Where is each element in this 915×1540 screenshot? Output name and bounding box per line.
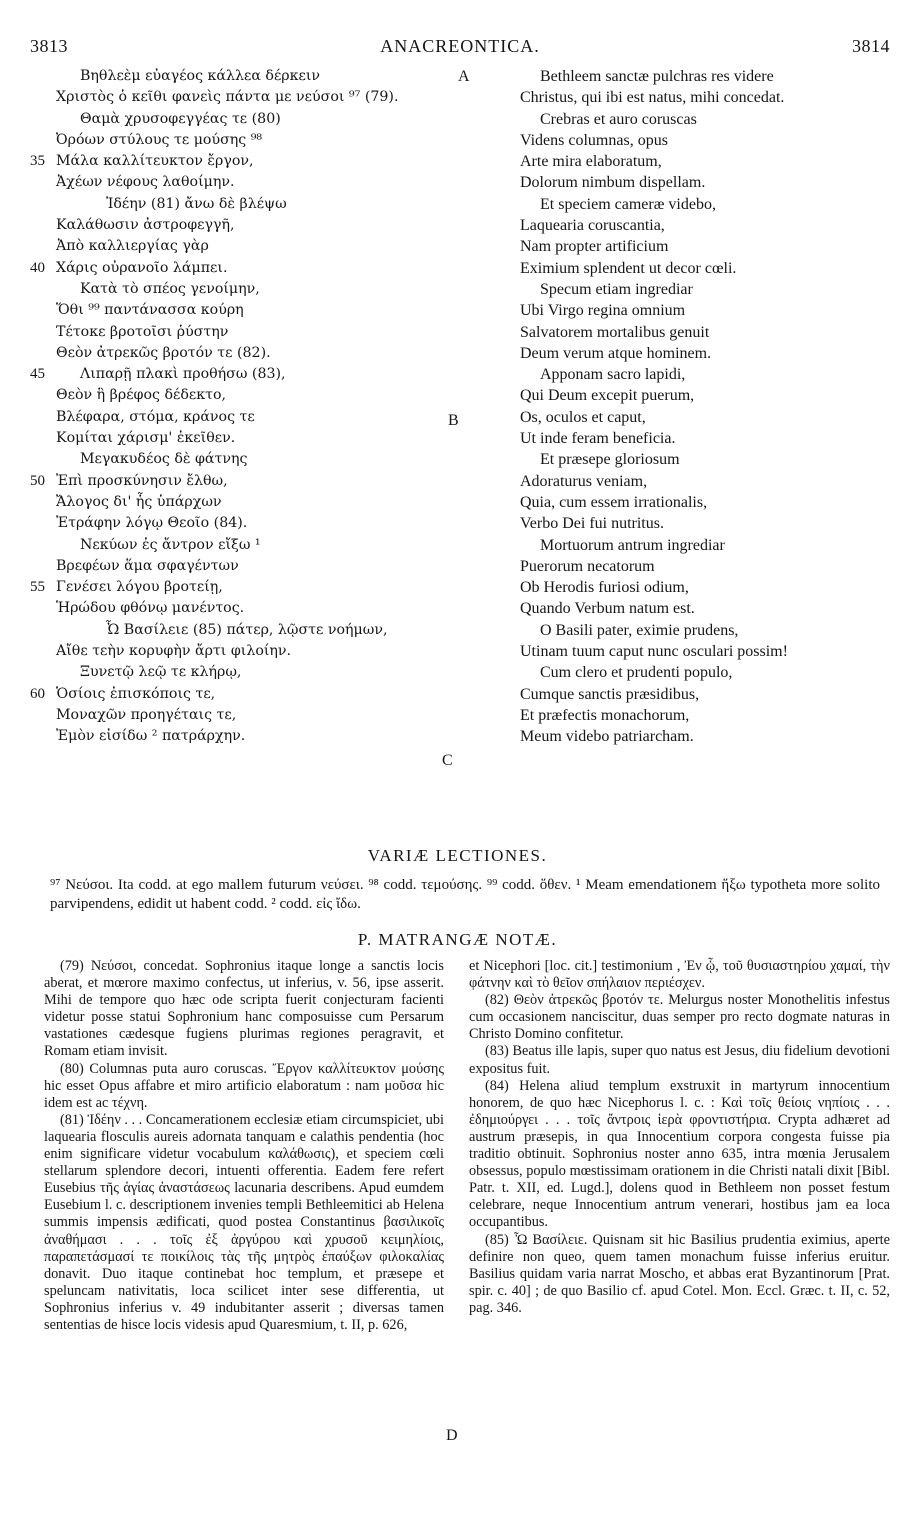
latin-verse-line	[520, 215, 900, 236]
latin-verse-line	[520, 684, 900, 705]
greek-verse-line	[30, 641, 460, 662]
latin-verse-line	[520, 535, 900, 556]
greek-verse-line	[30, 662, 460, 683]
greek-verse-text: Θεὸν ἣ βρέφος δέδεκτο,	[56, 387, 227, 404]
latin-verse-line	[520, 705, 900, 726]
greek-verse-line	[30, 492, 460, 513]
notes-right-column	[469, 958, 890, 1317]
greek-verse-text: Γενέσει λόγου βροτείῃ,	[56, 579, 223, 596]
greek-verse-line	[30, 705, 460, 726]
greek-verse-line	[30, 343, 460, 364]
notes-left-column	[44, 958, 444, 1334]
greek-verse-line	[30, 66, 460, 87]
verse-number: 60	[30, 685, 45, 702]
greek-verse-line	[30, 598, 460, 619]
greek-verse-text: Αἴθε τεὴν κορυφὴν ἄρτι φιλοίην.	[56, 643, 292, 660]
variae-heading: VARIÆ LECTIONES.	[367, 846, 548, 865]
greek-verse-text: Ἄλογος δι' ἧς ὑπάρχων	[56, 493, 222, 510]
greek-verse-line	[30, 577, 460, 598]
note-paragraph: (81) Ἰδέην . . . Concamerationem ecclesiæ etiam circumspiciet, ubi laquearia flosculis aureis adornata tanquam e calathis pendentia (hoc enim significare videtur vocabulum καλάθωσις), et speciem cœli stellarum splendore decori, intuenti offerentia. Eadem fere refert Eusebius τῆς ἁγίας ἀναστάσεως lacunaria describens. Apud eumdem Eusebium l. c. descriptionem invenies templi Bethleemitici ab Helena summis impensis ædificati, quod postea Constantinus βασιλικοῖς ἀναθήμασι . . . τοῖς ἐξ ἀργύρου καὶ χρυσοῦ κειμηλίοις, παραπετάσμασί τε ποικίλοις τὰς τῆς μητρὸς ἐπαύξων φιλοκαλίας donavit. Duo itaque continebat hoc templum, et præsepe et speluncam nativitatis, loca scilicet inter sese differentia, ut Sophronius inferius v. 49 indubitanter asserit ; diversas tamen sententias de hisce locis videsis apud Quaresmium, t. II, p. 626,	[44, 1111, 444, 1333]
latin-verse-text: Arte mira elaboratum,	[520, 153, 662, 171]
greek-verse-text: Μάλα καλλίτευκτον ἔργον,	[56, 153, 254, 170]
latin-verse-text: Qui Deum excepit puerum,	[520, 387, 695, 405]
latin-verse-text: Meum videbo patriarcham.	[520, 728, 694, 746]
greek-verse-text: Τέτοκε βροτοῖσι ῥύστην	[56, 323, 229, 340]
latin-verse-line	[520, 407, 900, 428]
note-paragraph: (83) Beatus ille lapis, super quo natus est Jesus, diu fidelium devotioni expositus fuit.	[469, 1043, 890, 1077]
greek-verse-text: Καλάθωσιν ἀστροφεγγῆ,	[56, 217, 235, 234]
latin-verse-line	[520, 726, 900, 747]
greek-verse-line	[30, 322, 460, 343]
greek-verse-line	[30, 87, 460, 108]
greek-verse-text: Ἡρώδου φθόνῳ μανέντος.	[56, 600, 245, 617]
greek-verse-line	[30, 407, 460, 428]
verse-number: 55	[30, 579, 45, 596]
greek-verse-text: Μοναχῶν προηγέταις τε,	[56, 706, 237, 723]
latin-verse-line	[520, 130, 900, 151]
poem-block	[30, 66, 890, 826]
latin-verse-text: Dolorum nimbum dispellam.	[520, 174, 706, 192]
latin-verse-text: Apponam sacro lapidi,	[540, 366, 686, 384]
latin-verse-text: Specum etiam ingrediar	[540, 280, 693, 298]
greek-verse-text: Μεγακυδέος δὲ φάτνης	[80, 451, 248, 468]
latin-verse-text: Crebras et auro coruscas	[540, 110, 697, 128]
greek-verse-text: Βηθλεὲμ εὐαγέος κάλλεα δέρκειν	[80, 68, 321, 84]
column-number-right: 3814	[852, 36, 890, 56]
greek-verse-text: Θαμὰ χρυσοφεγγέας τε (80)	[80, 110, 281, 127]
greek-verse-line	[30, 236, 460, 257]
greek-verse-text: Ἐμὸν εἰσίδω ² πατράρχην.	[56, 728, 246, 745]
greek-verse-line	[30, 449, 460, 470]
latin-verse-text: Quia, cum essem irrationalis,	[520, 493, 708, 511]
margin-letter-b: B	[448, 412, 459, 429]
latin-verse-line	[520, 364, 900, 385]
latin-verse-text: Deum verum atque hominem.	[520, 344, 712, 362]
greek-verse-text: Λιπαρῇ πλακὶ προθήσω (83),	[80, 366, 286, 383]
margin-letter-c: C	[442, 752, 453, 769]
greek-verse-text: Ὀρόων στύλους τε μούσης ⁹⁸	[56, 131, 263, 148]
greek-verse-line	[30, 364, 460, 385]
latin-verse-text: Christus, qui ibi est natus, mihi concedat.	[520, 89, 785, 107]
latin-verse-line	[520, 322, 900, 343]
latin-verse-text: Bethleem sanctæ pulchras res videre	[540, 68, 774, 85]
latin-verse-line	[520, 66, 900, 87]
latin-verse-text: O Basili pater, eximie prudens,	[540, 621, 739, 639]
latin-verse-text: Nam propter artificium	[520, 238, 669, 256]
margin-letter-d: D	[446, 1427, 458, 1444]
notes-heading: P. MATRANGÆ NOTÆ.	[357, 930, 558, 949]
latin-verse-line	[520, 577, 900, 598]
greek-verse-text: Θεὸν ἀτρεκῶς βροτόν τε (82).	[56, 344, 271, 361]
greek-verse-text: Ἀχέων νέφους λαθοίμην.	[56, 174, 235, 191]
greek-verse-line	[30, 130, 460, 151]
note-paragraph: (80) Columnas puta auro coruscas. Ἔργον καλλίτευκτον μούσης hic esset Opus affabre et miro artificio elaboratum : nam μοῦσα hic idem est ac τέχνη.	[44, 1060, 444, 1111]
latin-verse-line	[520, 556, 900, 577]
latin-verse-line	[520, 151, 900, 172]
greek-verse-text: Βρεφέων ἅμα σφαγέντων	[56, 557, 239, 574]
greek-verse-line	[30, 279, 460, 300]
note-paragraph: et Nicephori [loc. cit.] testimonium , Ἐν ᾧ, τοῦ θυσιαστηρίου χαμαί, τὴν φάτνην καὶ τὸ θεῖον σπήλαιον περιέσχεν.	[469, 958, 890, 992]
latin-verse-text: Ob Herodis furiosi odium,	[520, 579, 689, 597]
greek-verse-line	[30, 215, 460, 236]
variae-text: ⁹⁷ Νεύσοι. Ita codd. at ego mallem futurum νεύσει. ⁹⁸ codd. τεμούσης. ⁹⁹ codd. ὅθεν. ¹ Meam emendationem ἥξω typotheta more solito parvipendens, edidit ut habent codd. ² codd. εἰς ἴδω.	[50, 877, 880, 912]
greek-verse-line	[30, 556, 460, 577]
page-header	[30, 36, 890, 62]
latin-verse-line	[520, 87, 900, 108]
greek-verse-text: Ἐτράφην λόγῳ Θεοῖο (84).	[56, 515, 248, 532]
greek-verse-line	[30, 258, 460, 279]
greek-verse-text: Χάρις οὐρανοῖο λάμπει.	[56, 259, 228, 276]
verse-number: 35	[30, 153, 45, 170]
latin-verse-line	[520, 492, 900, 513]
latin-verse-line	[520, 172, 900, 193]
latin-verse-line	[520, 428, 900, 449]
latin-verse-text: Verbo Dei fui nutritus.	[520, 515, 664, 533]
latin-verse-text: Videns columnas, opus	[520, 131, 668, 149]
latin-verse-text: Et præsepe gloriosum	[540, 451, 680, 469]
latin-verse-line	[520, 471, 900, 492]
latin-verse-text: Ubi Virgo regina omnium	[520, 302, 686, 320]
greek-verse-line	[30, 726, 460, 747]
greek-verse-line	[30, 535, 460, 556]
latin-verse-text: Cumque sanctis præsidibus,	[520, 685, 700, 703]
latin-verse-line	[520, 620, 900, 641]
latin-verse-text: Os, oculos et caput,	[520, 408, 646, 426]
greek-verse-text: Ἐπὶ προσκύνησιν ἔλθω,	[56, 472, 228, 489]
latin-verse-line	[520, 300, 900, 321]
latin-verse-text: Utinam tuum caput nunc osculari possim!	[520, 643, 788, 661]
latin-verse-text: Eximium splendent ut decor cœli.	[520, 259, 737, 277]
latin-verse-text: Et speciem cameræ videbo,	[540, 195, 716, 213]
latin-verse-line	[520, 258, 900, 279]
latin-verse-text: Et præfectis monachorum,	[520, 706, 690, 724]
latin-verse-text: Salvatorem mortalibus genuit	[520, 323, 710, 341]
greek-verse-line	[30, 684, 460, 705]
greek-verse-line	[30, 620, 460, 641]
latin-verse-text: Laquearia coruscantia,	[520, 217, 665, 235]
greek-verse-text: Ἰδέην (81) ἄνω δὲ βλέψω	[106, 195, 287, 212]
variae-lectiones	[50, 876, 880, 914]
greek-verse-text: Χριστὸς ὁ κεῖθι φανεὶς πάντα με νεύσοι ⁹⁷ (79).	[56, 89, 399, 106]
column-number-left: 3813	[30, 36, 68, 56]
greek-verse-text: Ὦ Βασίλειε (85) πάτερ, λῷστε νοήμων,	[106, 621, 388, 638]
greek-verse-line	[30, 513, 460, 534]
latin-verse-text: Adoraturus veniam,	[520, 472, 648, 490]
greek-verse-text: Κομίται χάρισμ' ἐκεῖθεν.	[56, 430, 236, 447]
greek-verse-line	[30, 428, 460, 449]
verse-number: 50	[30, 472, 45, 489]
greek-verse-line	[30, 194, 460, 215]
note-paragraph: (84) Helena aliud templum exstruxit in martyrum innocentium honorem, de quo hæc Nicephorus l. c. : Καὶ τοῖς θείοις νηπίοις . . . ἐδημιούργει . . . τοῖς ἄντροις ἱερὰ φροντιστήρια. Crypta adhæret ad austrum præsepis, in qua Innocentium corpora congesta fuisse pia traditio obtinuit. Sophronius noster anno 635, intra mœnia Jerusalem obsessus, populo mœstissimam orationem in die Christi natali dixit [Bibl. Patr. t. XII, ed. Lugd.], dolens quod in Bethleem non posset festum celebrare, neque Innocentium antrum venerari, hostibus jam ea loca occupantibus.	[469, 1077, 890, 1231]
verse-number: 40	[30, 259, 45, 276]
greek-verse-line	[30, 109, 460, 130]
note-paragraph: (85) Ὦ Βασίλειε. Quisnam sit hic Basilius prudentia eximius, aperte definire non queo, quem tamen monachum fuisse inferius eruitur. Basilius quidam varia narrat Moscho, et abbas erat Byzantinorum [Prat. spir. c. 40] ; de quo Basilio cf. apud Cotel. Mon. Eccl. Græc. t. II, c. 52, pag. 346.	[469, 1231, 890, 1316]
greek-text-column	[30, 66, 460, 748]
latin-verse-line	[520, 279, 900, 300]
greek-verse-text: Ξυνετῷ λεῷ τε κλήρῳ,	[80, 664, 242, 681]
greek-verse-text: Ὅθι ⁹⁹ παντάνασσα κούρη	[56, 302, 244, 319]
greek-verse-line	[30, 151, 460, 172]
greek-verse-line	[30, 471, 460, 492]
latin-verse-text: Quando Verbum natum est.	[520, 600, 695, 618]
latin-verse-line	[520, 641, 900, 662]
greek-verse-text: Ὁσίοις ἐπισκόποις τε,	[56, 685, 216, 702]
latin-verse-line	[520, 109, 900, 130]
latin-verse-line	[520, 385, 900, 406]
verse-number: 45	[30, 366, 45, 383]
running-title: ANACREONTICA.	[380, 36, 540, 56]
latin-verse-text: Puerorum necatorum	[520, 557, 655, 575]
latin-verse-text: Mortuorum antrum ingrediar	[540, 536, 725, 554]
latin-verse-line	[520, 662, 900, 683]
greek-verse-line	[30, 172, 460, 193]
greek-verse-line	[30, 385, 460, 406]
greek-verse-line	[30, 300, 460, 321]
note-paragraph: (82) Θεὸν ἀτρεκῶς βροτόν τε. Melurgus noster Monothelitis infestus cum occasionem nanciscitur, duas semper pro recto dogmate naturas in Christo Domino confitetur.	[469, 992, 890, 1043]
greek-verse-text: Νεκύων ἐς ἄντρον εἴξω ¹	[80, 536, 261, 553]
latin-verse-line	[520, 598, 900, 619]
latin-verse-line	[520, 194, 900, 215]
latin-verse-line	[520, 343, 900, 364]
greek-verse-text: Βλέφαρα, στόμα, κράνος τε	[56, 408, 255, 425]
latin-verse-text: Cum clero et prudenti populo,	[540, 664, 733, 682]
latin-verse-line	[520, 449, 900, 470]
latin-verse-line	[520, 513, 900, 534]
margin-letter-a: A	[458, 68, 470, 85]
latin-translation-column	[520, 66, 900, 748]
greek-verse-text: Ἀπὸ καλλιεργίας γὰρ	[56, 238, 209, 255]
latin-verse-text: Ut inde feram beneficia.	[520, 430, 676, 448]
greek-verse-text: Κατὰ τὸ σπέος γενοίμην,	[80, 280, 260, 297]
note-paragraph: (79) Νεύσοι, concedat. Sophronius itaque longe a sanctis locis aberat, et mœrore maximo confectus, ut inferius, v. 56, ipse asserit. Mihi de tempore quo hæc ode scripta fuerit conjecturam facienti videtur posse statui Sophronium hanc composuisse cum Persarum vastationes cædesque fugiens plurimas regiones peragravit, et Romam etiam invisit.	[44, 958, 444, 1060]
latin-verse-line	[520, 236, 900, 257]
notes-block	[44, 958, 890, 1538]
